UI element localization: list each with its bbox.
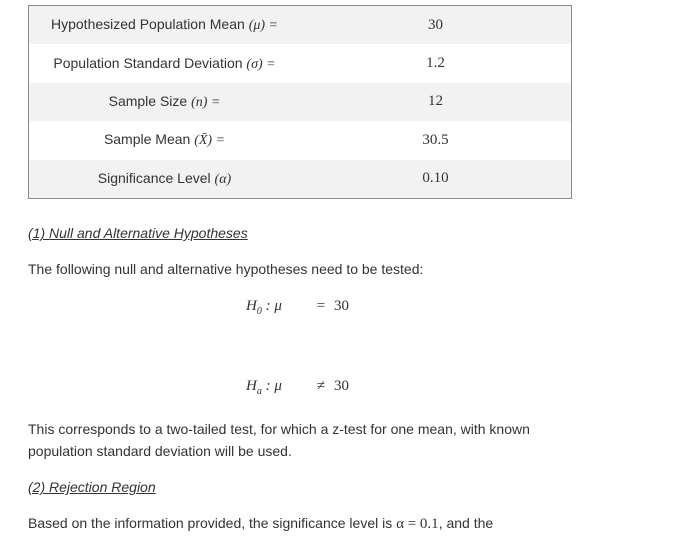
- param-value: 30.5: [422, 131, 449, 148]
- hypotheses-intro: The following null and alternative hypotheses need to be tested:: [28, 261, 424, 277]
- label-symbol: (X̄) =: [194, 133, 226, 149]
- label-text: Population Standard Deviation: [53, 54, 243, 71]
- null-hypothesis: [246, 298, 349, 317]
- null-value: 30: [334, 298, 349, 314]
- null-sub: 0: [256, 306, 262, 317]
- alternative-hypothesis: [246, 378, 349, 397]
- label-symbol: (μ) =: [248, 18, 278, 34]
- null-mu: : μ: [265, 298, 282, 314]
- alt-h: H: [246, 378, 257, 394]
- table-row: [29, 83, 571, 121]
- parameters-table: [28, 5, 572, 199]
- section-heading-rejection: (2) Rejection Region: [28, 479, 156, 495]
- param-label: [29, 170, 300, 188]
- rejection-text: [28, 512, 668, 535]
- param-label: [29, 93, 300, 111]
- param-label: [29, 16, 300, 34]
- alpha-expression: α = 0.1: [396, 516, 439, 532]
- param-value: 0.10: [422, 170, 449, 187]
- section-heading-hypotheses: (1) Null and Alternative Hypotheses: [28, 225, 248, 241]
- table-row: [29, 121, 571, 159]
- param-value: 30: [428, 16, 443, 33]
- null-relation: =: [316, 298, 326, 314]
- table-row: [29, 160, 571, 198]
- label-text: Sample Size: [108, 92, 188, 109]
- param-label: [29, 55, 300, 73]
- label-symbol: (α): [214, 171, 232, 187]
- label-text: Hypothesized Population Mean: [51, 16, 245, 33]
- table-row: [29, 44, 571, 82]
- alt-mu: : μ: [265, 378, 282, 394]
- null-lhs: [246, 298, 308, 317]
- alt-sub: a: [256, 386, 262, 397]
- table-row: [29, 6, 571, 44]
- label-symbol: (n) =: [191, 94, 221, 110]
- null-h: H: [246, 298, 257, 314]
- param-label: [29, 131, 300, 149]
- rejection-text-end: , and the: [438, 515, 494, 531]
- alt-value: 30: [334, 378, 349, 394]
- test-description: This corresponds to a two-tailed test, for which a z-test for one mean, with known population standard deviation will be used.: [28, 421, 530, 459]
- label-text: Significance Level: [97, 169, 211, 186]
- alt-lhs: [246, 378, 308, 397]
- param-value: 12: [428, 93, 443, 110]
- label-text: Sample Mean: [103, 131, 191, 148]
- rejection-text-start: Based on the information provided, the significance level is: [28, 515, 393, 531]
- label-symbol: (σ) =: [246, 56, 276, 72]
- alt-relation: ≠: [316, 378, 326, 394]
- param-value: 1.2: [426, 55, 445, 72]
